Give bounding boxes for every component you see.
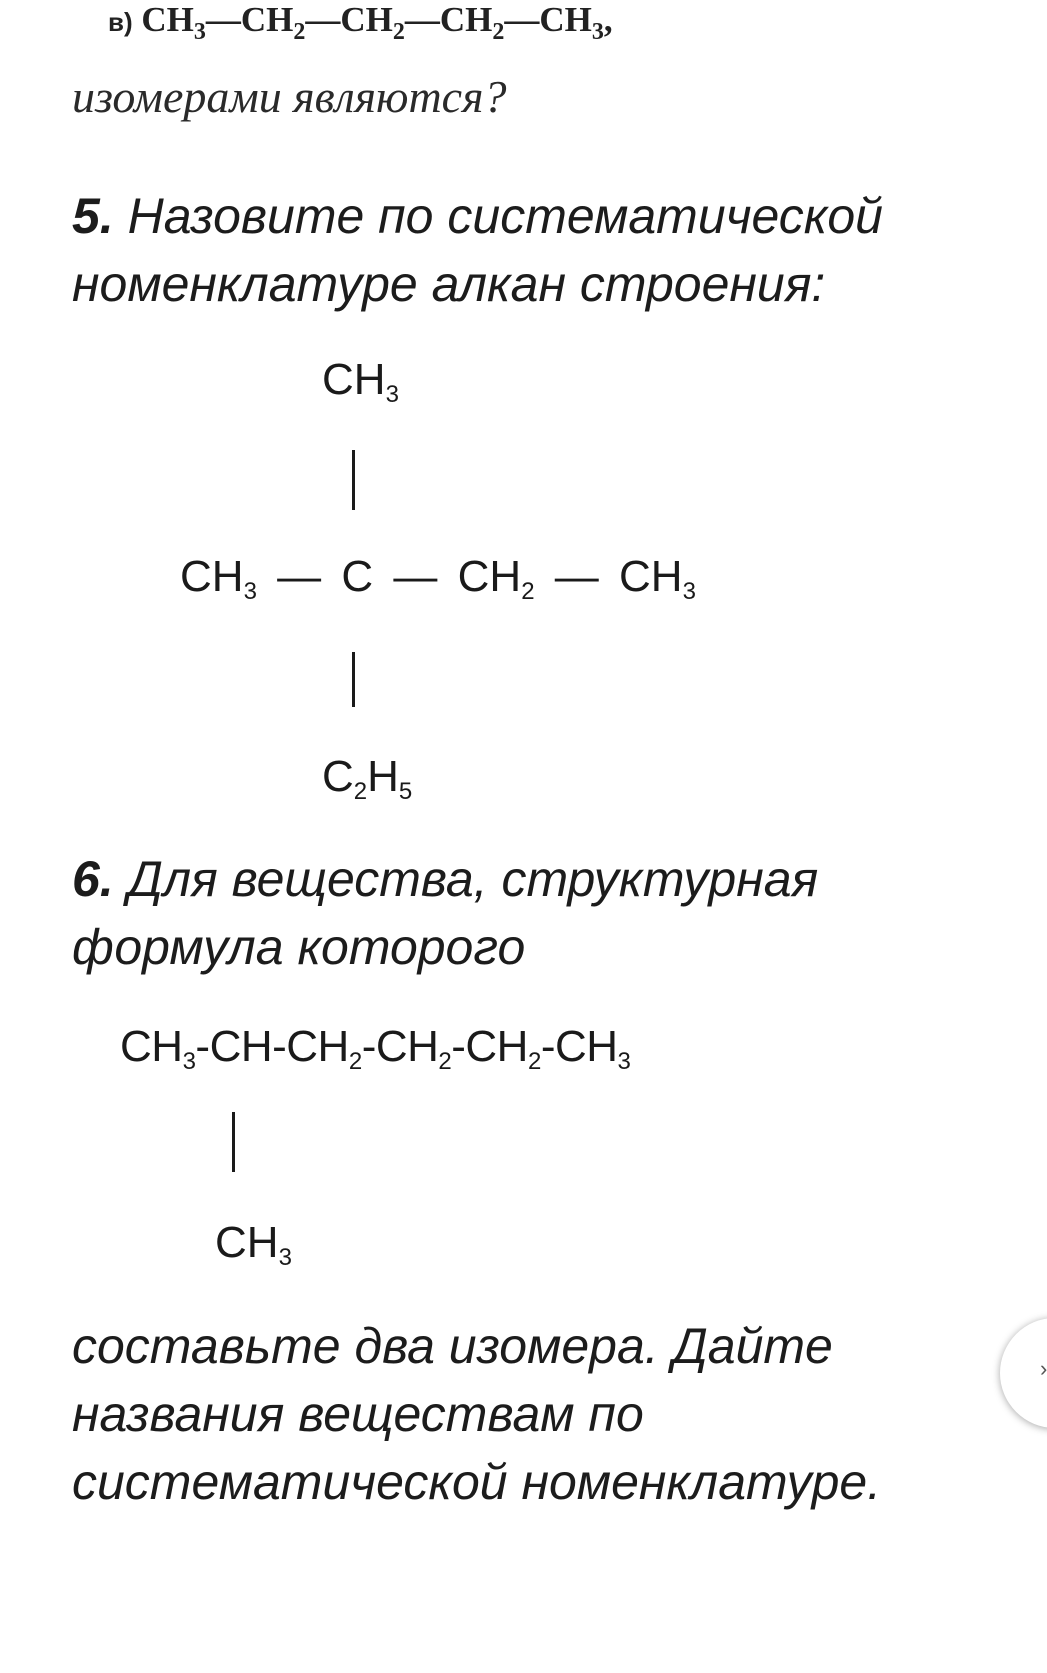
q6-text-line1: Для вещества, структурная bbox=[127, 851, 819, 907]
q6-task-line1: составьте два изомера. Дайте bbox=[72, 1318, 833, 1374]
q5-main-chain bbox=[180, 552, 696, 605]
chain-sub: 2 bbox=[521, 578, 535, 605]
q5-top-group bbox=[322, 355, 399, 408]
q5-bottom-group bbox=[322, 752, 413, 805]
q5-text-line2: номенклатуре алкан строения: bbox=[72, 256, 826, 312]
q5-bond-bottom bbox=[352, 652, 355, 707]
formula-part: —CH bbox=[504, 0, 592, 39]
formula-sub: 3 bbox=[591, 19, 604, 45]
group-base: C bbox=[322, 752, 354, 801]
branch-sub: 3 bbox=[278, 1244, 292, 1271]
group-sub: 5 bbox=[398, 778, 413, 805]
q5-number: 5. bbox=[72, 188, 114, 244]
chain-bond: — bbox=[393, 552, 438, 601]
chain-sub: 3 bbox=[682, 578, 696, 605]
formula-atom: -CH bbox=[361, 1022, 439, 1071]
floating-scroll-button[interactable] bbox=[1000, 1318, 1047, 1428]
formula-atom: -CH bbox=[272, 1022, 349, 1071]
chevron-icon: › bbox=[1040, 1356, 1047, 1381]
q6-task-line2: названия веществам по bbox=[72, 1386, 644, 1442]
q6-text-line2: формула которого bbox=[72, 919, 526, 975]
chain-bond: — bbox=[554, 552, 599, 601]
chain-sub: 3 bbox=[243, 578, 257, 605]
formula-sub: 3 bbox=[193, 19, 206, 45]
q6-branch bbox=[215, 1218, 292, 1271]
chain-atom: CH bbox=[619, 552, 683, 601]
formula-sub: 2 bbox=[492, 19, 505, 45]
formula-atom: -CH bbox=[451, 1022, 528, 1071]
branch-base: CH bbox=[215, 1218, 279, 1267]
option-v-formula bbox=[108, 0, 613, 45]
formula-part: —CH bbox=[305, 0, 393, 39]
question-end-text: изомерами являются? bbox=[72, 71, 507, 122]
formula-part: —CH bbox=[404, 0, 493, 39]
formula-sub: 3 bbox=[617, 1048, 631, 1075]
formula-atom: CH bbox=[120, 1022, 183, 1071]
formula-sub: 2 bbox=[293, 19, 306, 45]
formula-part: CH bbox=[141, 0, 194, 39]
formula-atom: -CH bbox=[540, 1022, 618, 1071]
group-base: CH bbox=[322, 355, 386, 404]
q5-line1 bbox=[72, 182, 883, 250]
chain-atom: C bbox=[341, 552, 374, 601]
chain-atom: CH bbox=[457, 552, 522, 601]
formula-sub: 2 bbox=[392, 19, 405, 45]
q6-bond bbox=[232, 1112, 235, 1172]
formula-part: , bbox=[603, 0, 613, 39]
q6-line1 bbox=[72, 845, 818, 913]
formula-sub: 2 bbox=[438, 1048, 452, 1075]
formula-sub: 2 bbox=[527, 1048, 541, 1075]
q6-task-line3: систематической номенклатуре. bbox=[72, 1454, 882, 1510]
group-base: H bbox=[367, 752, 399, 801]
chain-bond: — bbox=[277, 552, 322, 601]
chain-atom: CH bbox=[180, 552, 244, 601]
group-sub: 3 bbox=[385, 381, 399, 408]
formula-sub: 2 bbox=[348, 1048, 362, 1075]
q5-bond-top bbox=[352, 450, 355, 510]
option-label: в) bbox=[108, 7, 133, 37]
q6-number: 6. bbox=[72, 851, 114, 907]
q5-text-line1: Назовите по систематической bbox=[127, 188, 883, 244]
q6-formula bbox=[120, 1022, 631, 1075]
group-sub: 2 bbox=[353, 778, 368, 805]
formula-sub: 3 bbox=[182, 1048, 196, 1075]
formula-atom: -CH bbox=[195, 1022, 273, 1071]
formula-part: —CH bbox=[205, 0, 294, 39]
